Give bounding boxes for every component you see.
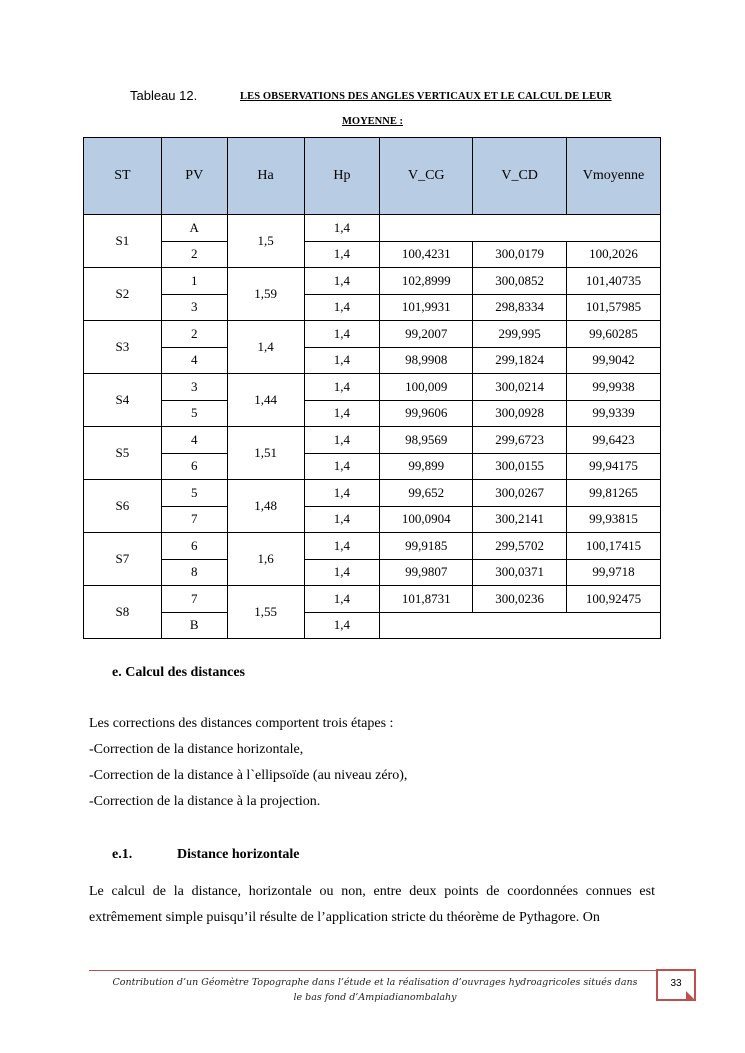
- table-row: [84, 533, 661, 560]
- table-caption-title-continued: MOYENNE :: [342, 116, 403, 127]
- pv-cell: 6: [161, 533, 227, 560]
- pv-cell: B: [161, 612, 227, 639]
- vcd-cell: 300,0155: [473, 453, 567, 480]
- station-cell: S7: [84, 533, 162, 586]
- ha-cell: 1,51: [227, 427, 304, 480]
- vcg-cell: 100,0904: [380, 506, 473, 533]
- pv-cell: 2: [161, 321, 227, 348]
- hp-cell: 1,4: [304, 268, 380, 295]
- vcd-cell: 299,5702: [473, 533, 567, 560]
- station-cell: S6: [84, 480, 162, 533]
- column-header: V_CD: [473, 138, 567, 215]
- column-header: V_CG: [380, 138, 473, 215]
- vcg-cell: 101,9931: [380, 294, 473, 321]
- hp-cell: 1,4: [304, 612, 380, 639]
- empty-cell: [380, 215, 661, 242]
- hp-cell: 1,4: [304, 241, 380, 268]
- ha-cell: 1,55: [227, 586, 304, 639]
- pv-cell: 7: [161, 586, 227, 613]
- vcd-cell: 299,1824: [473, 347, 567, 374]
- hp-cell: 1,4: [304, 453, 380, 480]
- vcg-cell: 100,4231: [380, 241, 473, 268]
- ha-cell: 1,6: [227, 533, 304, 586]
- hp-cell: 1,4: [304, 215, 380, 242]
- paragraph-line: -Correction de la distance à l`ellipsoïde (au niveau zéro),: [89, 768, 408, 783]
- hp-cell: 1,4: [304, 559, 380, 586]
- ha-cell: 1,4: [227, 321, 304, 374]
- vmoyenne-cell: 100,17415: [567, 533, 661, 560]
- page-corner-fold: [686, 991, 696, 1001]
- vcd-cell: 300,0236: [473, 586, 567, 613]
- page-number: 33: [670, 978, 682, 989]
- table-row: [84, 612, 661, 639]
- column-header: Vmoyenne: [567, 138, 661, 215]
- pv-cell: 3: [161, 294, 227, 321]
- vmoyenne-cell: 99,93815: [567, 506, 661, 533]
- pv-cell: 4: [161, 427, 227, 454]
- pv-cell: 6: [161, 453, 227, 480]
- table-row: [84, 480, 661, 507]
- hp-cell: 1,4: [304, 533, 380, 560]
- pv-cell: 2: [161, 241, 227, 268]
- hp-cell: 1,4: [304, 294, 380, 321]
- table-row: [84, 374, 661, 401]
- page-number-box: [656, 969, 696, 1001]
- vcg-cell: 102,8999: [380, 268, 473, 295]
- pv-cell: 5: [161, 400, 227, 427]
- vcg-cell: 99,9606: [380, 400, 473, 427]
- table-caption: [0, 88, 745, 128]
- pv-cell: 1: [161, 268, 227, 295]
- column-header: Hp: [304, 138, 380, 215]
- vcg-cell: 99,9185: [380, 533, 473, 560]
- station-cell: S4: [84, 374, 162, 427]
- vcg-cell: 98,9908: [380, 347, 473, 374]
- table-row: [84, 294, 661, 321]
- hp-cell: 1,4: [304, 374, 380, 401]
- vmoyenne-cell: 100,2026: [567, 241, 661, 268]
- paragraph-line: -Correction de la distance horizontale,: [89, 742, 304, 757]
- hp-cell: 1,4: [304, 347, 380, 374]
- body-paragraph: Le calcul de la distance, horizontale ou non, entre deux points de coordonnées connues est extrêmement simple puisqu’il résulte de l’application stricte du théorème de Pythagore. On: [89, 884, 655, 925]
- vmoyenne-cell: 99,9042: [567, 347, 661, 374]
- vcg-cell: 98,9569: [380, 427, 473, 454]
- table-header: [84, 138, 661, 215]
- vmoyenne-cell: 101,40735: [567, 268, 661, 295]
- vcd-cell: 298,8334: [473, 294, 567, 321]
- table-row: [84, 453, 661, 480]
- ha-cell: 1,48: [227, 480, 304, 533]
- vmoyenne-cell: 99,81265: [567, 480, 661, 507]
- vcg-cell: 99,652: [380, 480, 473, 507]
- table-row: [84, 506, 661, 533]
- table-row: [84, 586, 661, 613]
- hp-cell: 1,4: [304, 506, 380, 533]
- vcd-cell: 300,0928: [473, 400, 567, 427]
- hp-cell: 1,4: [304, 480, 380, 507]
- table-caption-label: Tableau 12.: [130, 88, 198, 103]
- vcg-cell: 99,2007: [380, 321, 473, 348]
- pv-cell: A: [161, 215, 227, 242]
- table-row: [84, 427, 661, 454]
- vcg-cell: 99,899: [380, 453, 473, 480]
- ha-cell: 1,44: [227, 374, 304, 427]
- vcd-cell: 300,0179: [473, 241, 567, 268]
- station-cell: S2: [84, 268, 162, 321]
- hp-cell: 1,4: [304, 400, 380, 427]
- table-row: [84, 347, 661, 374]
- vcd-cell: 300,0852: [473, 268, 567, 295]
- vcg-cell: 99,9807: [380, 559, 473, 586]
- paragraph-line: -Correction de la distance à la projection.: [89, 794, 321, 809]
- station-cell: S3: [84, 321, 162, 374]
- vcd-cell: 300,0214: [473, 374, 567, 401]
- vcd-cell: 300,0371: [473, 559, 567, 586]
- vmoyenne-cell: 99,9339: [567, 400, 661, 427]
- footer-divider: [89, 970, 659, 971]
- pv-cell: 3: [161, 374, 227, 401]
- vmoyenne-cell: 100,92475: [567, 586, 661, 613]
- column-header: ST: [84, 138, 162, 215]
- pv-cell: 8: [161, 559, 227, 586]
- section-heading-e1-title: Distance horizontale: [177, 847, 300, 862]
- ha-cell: 1,59: [227, 268, 304, 321]
- pv-cell: 7: [161, 506, 227, 533]
- table-body: [84, 215, 661, 639]
- table-row: [84, 241, 661, 268]
- table-row: [84, 215, 661, 242]
- column-header: PV: [161, 138, 227, 215]
- table-row: [84, 559, 661, 586]
- pv-cell: 4: [161, 347, 227, 374]
- vcd-cell: 300,2141: [473, 506, 567, 533]
- table-row: [84, 321, 661, 348]
- vcd-cell: 299,6723: [473, 427, 567, 454]
- vcd-cell: 299,995: [473, 321, 567, 348]
- empty-cell: [380, 612, 661, 639]
- vmoyenne-cell: 101,57985: [567, 294, 661, 321]
- vcd-cell: 300,0267: [473, 480, 567, 507]
- vmoyenne-cell: 99,94175: [567, 453, 661, 480]
- table-row: [84, 400, 661, 427]
- station-cell: S5: [84, 427, 162, 480]
- ha-cell: 1,5: [227, 215, 304, 268]
- vmoyenne-cell: 99,60285: [567, 321, 661, 348]
- footer-text: Contribution d’un Géomètre Topographe dans l’étude et la réalisation d’ouvrages hydroagricoles situés dans le bas fond d’Ampiadianombalahy: [112, 977, 638, 1003]
- vmoyenne-cell: 99,6423: [567, 427, 661, 454]
- hp-cell: 1,4: [304, 427, 380, 454]
- vcg-cell: 100,009: [380, 374, 473, 401]
- column-header: Ha: [227, 138, 304, 215]
- station-cell: S8: [84, 586, 162, 639]
- section-heading-e1-number: e.1.: [112, 847, 133, 862]
- table-row: [84, 268, 661, 295]
- hp-cell: 1,4: [304, 586, 380, 613]
- station-cell: S1: [84, 215, 162, 268]
- paragraph-line: Les corrections des distances comportent trois étapes :: [89, 716, 394, 731]
- vcg-cell: 101,8731: [380, 586, 473, 613]
- vmoyenne-cell: 99,9938: [567, 374, 661, 401]
- section-heading-e: e. Calcul des distances: [112, 665, 245, 680]
- pv-cell: 5: [161, 480, 227, 507]
- vertical-angles-table: [83, 137, 661, 639]
- hp-cell: 1,4: [304, 321, 380, 348]
- vmoyenne-cell: 99,9718: [567, 559, 661, 586]
- table-caption-title: LES OBSERVATIONS DES ANGLES VERTICAUX ET LE CALCUL DE LEUR: [240, 91, 612, 102]
